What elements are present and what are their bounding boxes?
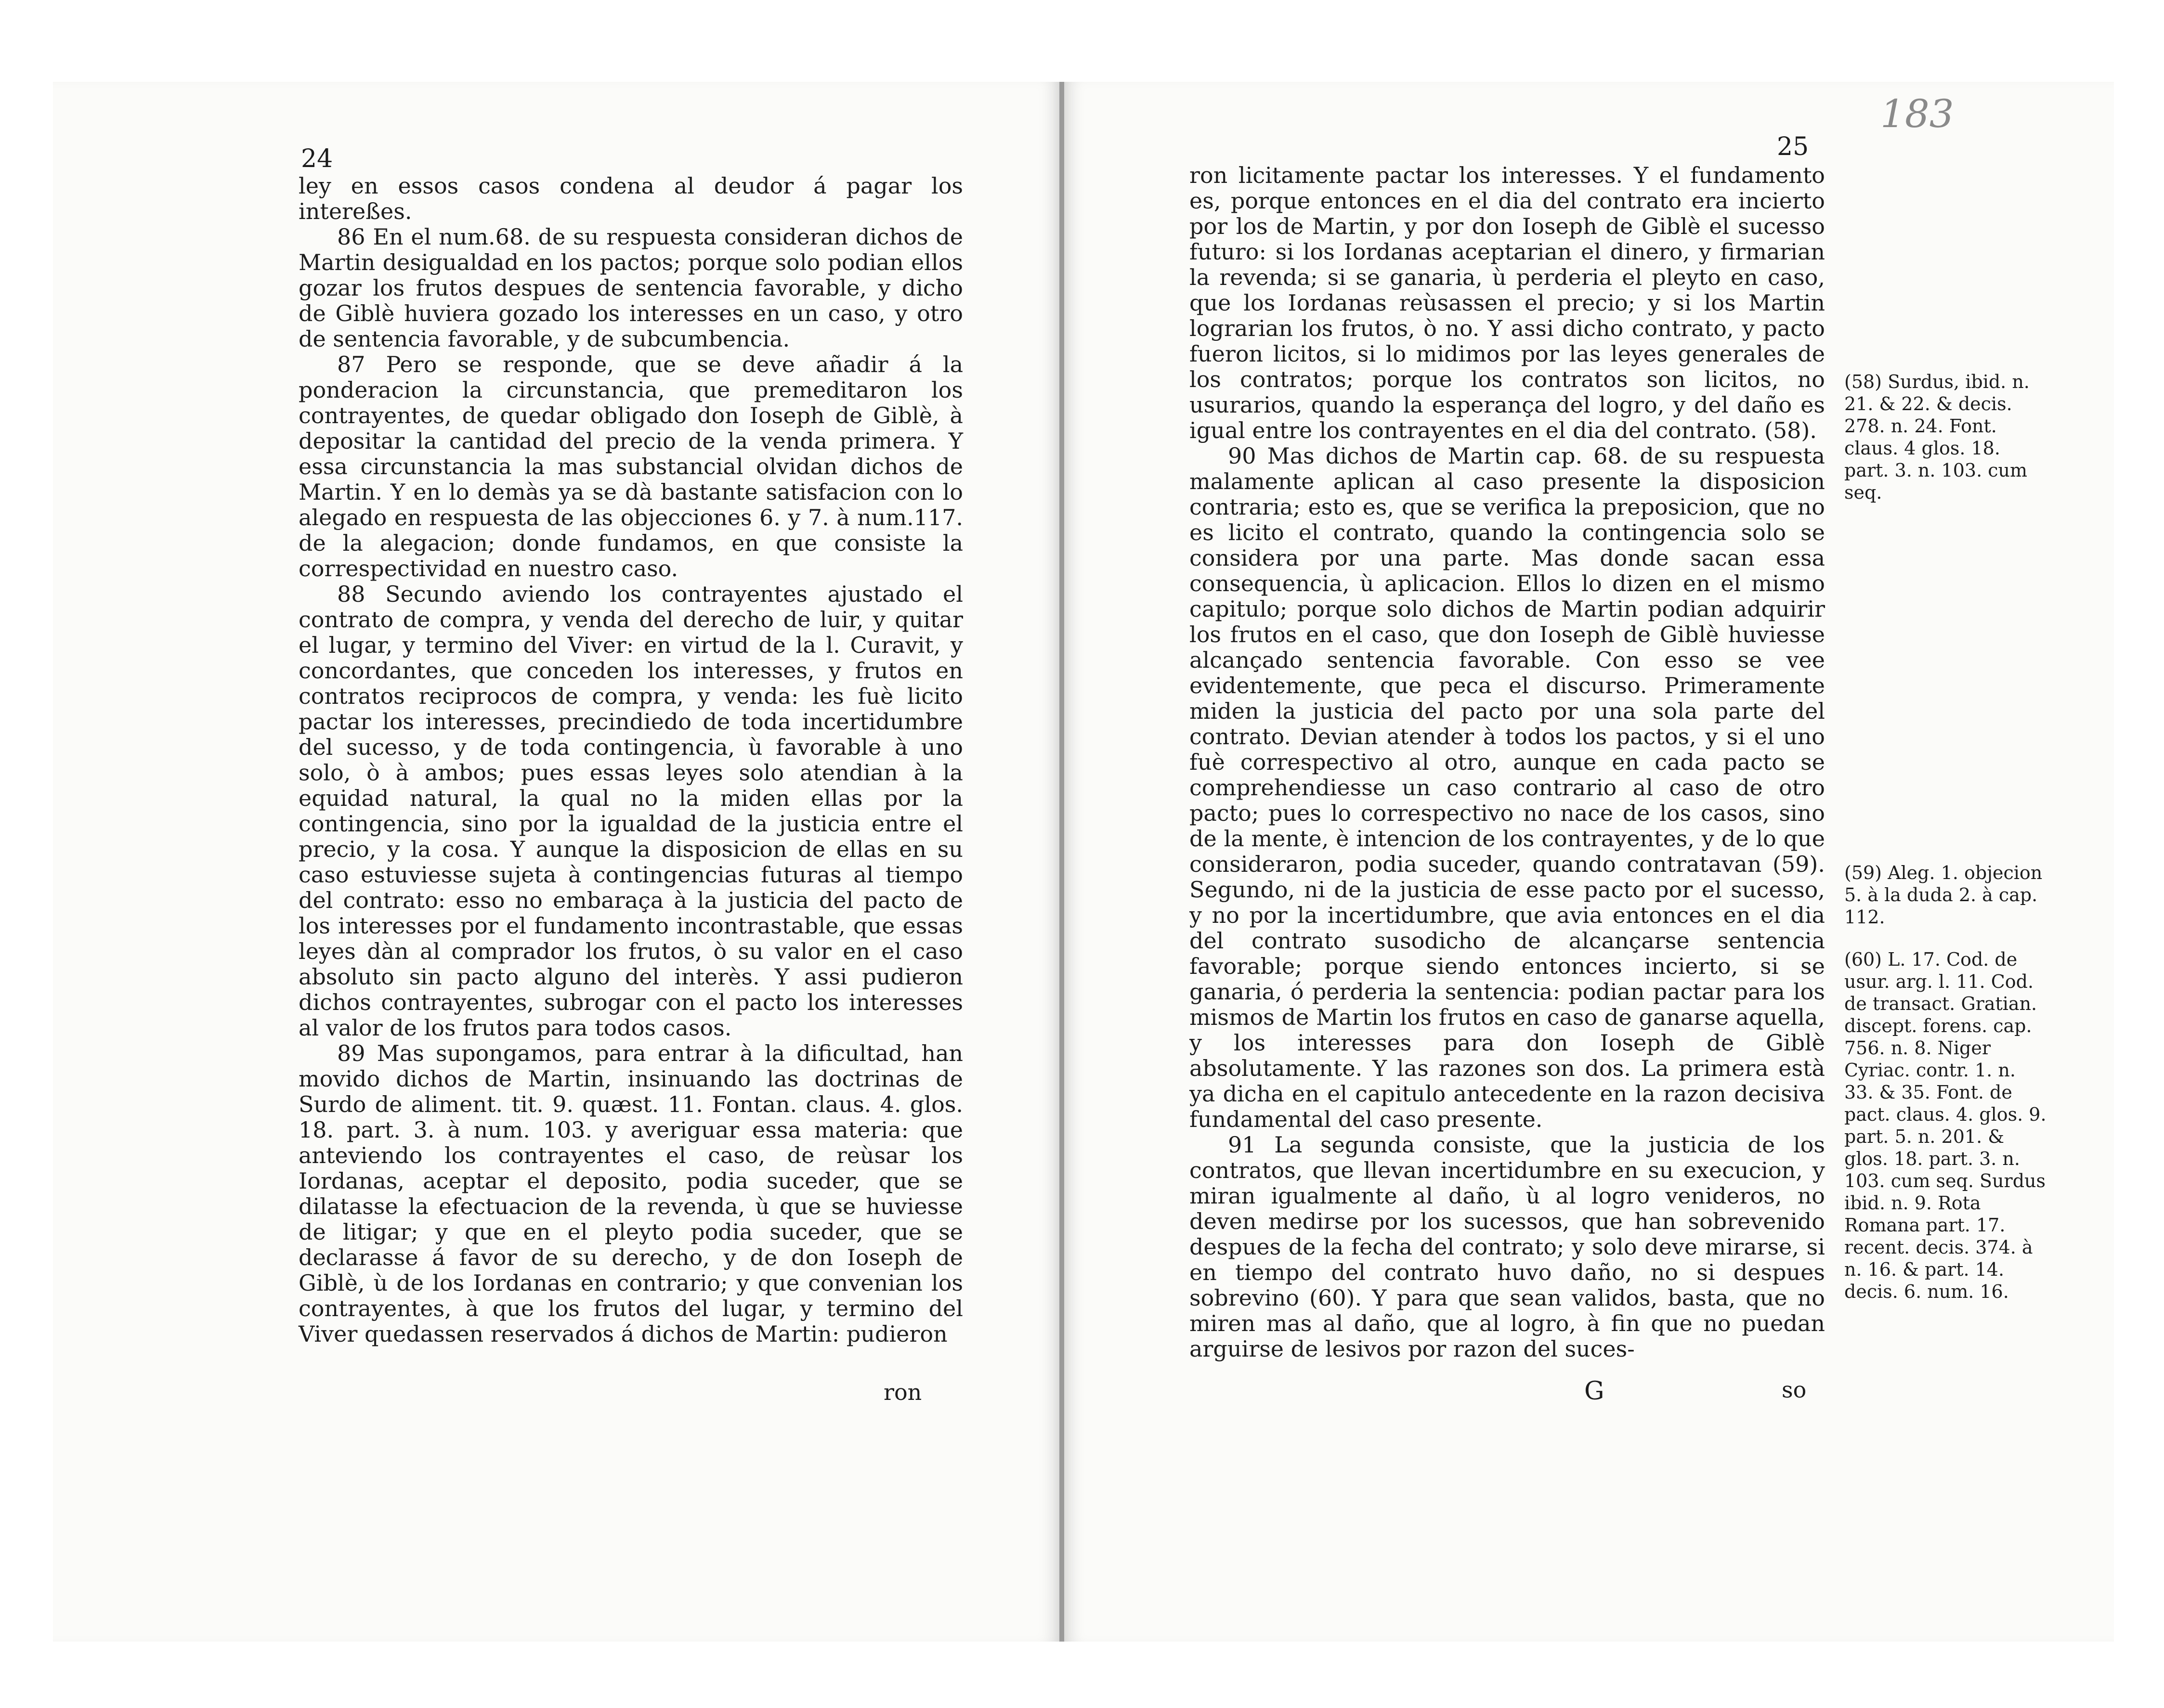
paragraph: ron licitamente pactar los interesses. Y el fundamento es, porque entonces en el dia del contrato era incierto por los de Martin, y por don Ioseph de Giblè el sucesso futuro: si los Iordanas aceptarian el dinero, y firmarian la revenda; si se ganaria, ù perderia el pleyto en caso, que los Iordanas reùsassen el precio; y si los Martin lograrian los frutos, ò no. Y assi dicho contrato, y pacto fueron licitos, si lo midimos por las leyes generales de los contratos; porque los contratos son licitos, no usurarios, quando la esperança del logro, y del daño es igual entre los contrayentes en el dia del contrato. (58). (1189, 162, 1825, 443)
paragraph: 88 Secundo aviendo los contrayentes ajustado el contrato de compra, y venda del derecho de luir, y quitar el lugar, y termino del Viver: en virtud de la l. Curavit, y concordantes, que conceden los interesses, y frutos en contratos reciprocos de compra, y venda: les fuè licito pactar los interesses, precindiedo de toda incertidumbre del sucesso, y de toda contingencia, ù favorable à uno solo, ò à ambos; pues essas leyes solo atendian à la equidad natural, la qual no la miden ellas por la contingencia, sino por la igualdad de la justicia entre el precio, y la cosa. Y aunque la disposicion de ellas en su caso estuviesse sujeta à contingencias futuras al tiempo del contrato: esso no embaraça à la justicia del pacto de los interesses por el fundamento incontrastable, que essas leyes dàn al comprador los frutos, ò su valor en el caso absoluto sin pacto alguno del interès. Y assi pudieron dichos contrayentes, subrogar con el pacto los interesses al valor de los frutos para todos casos. (299, 581, 963, 1041)
left-catchword: ron (884, 1379, 922, 1405)
paragraph: 87 Pero se responde, que se deve añadir á la ponderacion la circunstancia, que premeditaron los contrayentes, de quedar obligado don Ioseph de Giblè, à depositar la cantidad del precio de la venda primera. Y essa circunstancia la mas substancial olvidan dichos de Martin. Y en lo demàs ya se dà bastante satisfacion con lo alegado en respuesta de las objecciones 6. y 7. à num.117. de la alegacion; donde fundamos, en que consiste la correspectividad en nuestro caso. (299, 351, 963, 582)
signature-mark: G (1584, 1377, 1604, 1406)
margin-note-58: (58) Surdus, ibid. n. 21. & 22. & decis. 278. n. 24. Font. claus. 4 glos. 18. part. 3. n. 103. cum seq. (1844, 371, 2030, 503)
paragraph: 91 La segunda consiste, que la justicia de los contratos, que llevan incertidumbre en su execucion, y miran igualmente al daño, ù al logro venideros, no deven medirse por los sucessos, que han sobrevenido despues de la fecha del contrato; y solo deve mirarse, si en tiempo del contrato huvo daño, no si despues sobrevino (60). Y para que sean validos, basta, que no miren mas al daño, que al logro, à fin que no puedan arguirse de lesivos por razon del suces- (1189, 1132, 1825, 1362)
handwritten-folio-number: 183 (1880, 91, 1954, 136)
margin-note-59: (59) Aleg. 1. objecion 5. à la duda 2. à cap. 112. (1844, 862, 2043, 928)
paragraph: ley en essos casos condena al deudor á pagar los intereßes. (299, 173, 963, 224)
right-page-text (1189, 163, 1825, 1362)
paragraph: 90 Mas dichos de Martin cap. 68. de su respuesta malamente aplican al caso presente la disposicion contraria; esto es, que se verifica la preposicion, que no es licito el contrato, quando la contingencia solo se considera por una parte. Mas donde sacan essa consequencia, ù aplicacion. Ellos lo dizen en el mismo capitulo; porque solo dichos de Martin podian adquirir los frutos en el caso, que don Ioseph de Giblè huviesse alcançado sentencia favorable. Con esso se vee evidentemente, que peca el discurso. Primeramente miden la justicia del pacto por una sola parte del contrato. Devian atender à todos los pactos, y si el uno fuè correspectivo al otro, aunque en cada pacto se comprehendiesse un caso contrario al caso de otro pacto; pues lo correspectivo no nace de los casos, sino de la mente, è intencion de los contrayentes, y de lo que consideraron, podia suceder, quando contratavan (59). Segundo, ni de la justicia de esse pacto por el sucesso, y no por la incertidumbre, que avia entonces en el dia del contrato susodicho de alcançarse sentencia favorable; porque siendo entonces incierto, si se ganaria, ó perderia la sentencia: podian pactar para los mismos de Martin los frutos en caso de ganarse aquella, y los interesses para don Ioseph de Giblè absolutamente. Y las razones son dos. La primera està ya dicha en el capitulo antecedente en la razon decisiva fundamental del caso presente. (1189, 443, 1825, 1132)
paragraph: 89 Mas supongamos, para entrar à la dificultad, han movido dichos de Martin, insinuando las doctrinas de Surdo de aliment. tit. 9. quæst. 11. Fontan. claus. 4. glos. 18. part. 3. à num. 103. y averiguar essa materia: que anteviendo los contrayentes el caso, de reùsar los Iordanas, aceptar el deposito, podia suceder, que se dilatasse la efectuacion de la revenda, ù que se huviesse de litigar; y que en el pleyto podia suceder, que se declarasse á favor de su derecho, y de don Ioseph de Giblè, ù de los Iordanas en contrario; y que convenian los contrayentes, à que los frutos del lugar, y termino del Viver quedassen reservados á dichos de Martin: pudieron (299, 1040, 963, 1347)
right-page-number: 25 (1777, 132, 1809, 161)
margin-note-60: (60) L. 17. Cod. de usur. arg. l. 11. Cod. de transact. Gratian. discept. forens. cap. 756. n. 8. Niger Cyriac. contr. 1. n. 33. & 35. Font. de pact. claus. 4. glos. 9. part. 5. n. 201. & glos. 18. part. 3. n. 103. cum seq. Surdus ibid. n. 9. Rota Romana part. 17. recent. decis. 374. à n. 16. & part. 14. decis. 6. num. 16. (1844, 949, 2047, 1302)
left-page-number: 24 (301, 144, 333, 173)
paragraph: 86 En el num.68. de su respuesta consideran dichos de Martin desigualdad en los pactos; porque solo podian ellos gozar los frutos despues de sentencia favorable, y dicho de Giblè huviera gozado los interesses en un caso, y otro de sentencia favorable, y de subcumbencia. (299, 224, 963, 352)
right-catchword: so (1782, 1377, 1807, 1403)
left-page-text (299, 173, 963, 1347)
book-gutter (1059, 82, 1064, 1642)
